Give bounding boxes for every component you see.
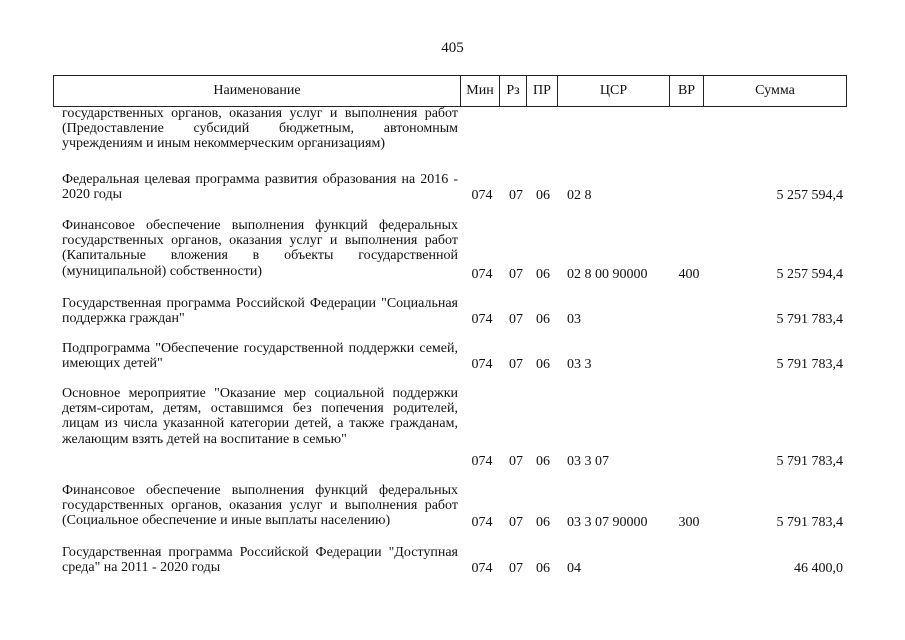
row-vr: 400 bbox=[678, 267, 700, 282]
row-sum: 5 257 594,4 bbox=[776, 188, 843, 203]
row-name: Федеральная целевая программа развития образования на 2016 - 2020 годы bbox=[62, 172, 458, 203]
row-min: 074 bbox=[471, 515, 493, 530]
row-sum: 5 791 783,4 bbox=[776, 357, 843, 372]
row-pr: 06 bbox=[536, 515, 550, 530]
row-sum: 5 791 783,4 bbox=[776, 454, 843, 469]
row-sum: 46 400,0 bbox=[794, 561, 843, 576]
header-rz: Рз bbox=[500, 76, 527, 106]
row-csr: 03 3 07 90000 bbox=[567, 515, 648, 530]
row-name: Финансовое обеспечение выполнения функций федеральных государственных органов, оказания услуг и выполнения работ (Капитальные вложения в объекты государственной (муниципальной) собственности) bbox=[62, 218, 458, 279]
header-min: Мин bbox=[461, 76, 500, 106]
row-sum: 5 791 783,4 bbox=[776, 312, 843, 327]
row-vr: 300 bbox=[678, 515, 700, 530]
row-min: 074 bbox=[471, 454, 493, 469]
row-csr: 02 8 00 90000 bbox=[567, 267, 648, 282]
row-rz: 07 bbox=[509, 454, 523, 469]
row-csr: 03 3 bbox=[567, 357, 592, 372]
row-min: 074 bbox=[471, 561, 493, 576]
row-pr: 06 bbox=[536, 454, 550, 469]
row-min: 074 bbox=[471, 267, 493, 282]
table-header bbox=[53, 75, 847, 107]
row-csr: 04 bbox=[567, 561, 581, 576]
row-min: 074 bbox=[471, 357, 493, 372]
row-csr: 02 8 bbox=[567, 188, 592, 203]
row-pr: 06 bbox=[536, 561, 550, 576]
row-rz: 07 bbox=[509, 267, 523, 282]
row-pr: 06 bbox=[536, 188, 550, 203]
row-pr: 06 bbox=[536, 357, 550, 372]
row-rz: 07 bbox=[509, 561, 523, 576]
row-rz: 07 bbox=[509, 515, 523, 530]
row-rz: 07 bbox=[509, 357, 523, 372]
row-rz: 07 bbox=[509, 188, 523, 203]
row-sum: 5 791 783,4 bbox=[776, 515, 843, 530]
row-name: Основное мероприятие "Оказание мер социальной поддержки детям-сиротам, детям, оставшимся без попечения родителей, лицам из числа указанной категории детей, а также гражданам, желающим взять детей на воспитание в семью" bbox=[62, 386, 458, 447]
row-name: Подпрограмма "Обеспечение государственной поддержки семей, имеющих детей" bbox=[62, 341, 458, 372]
row-min: 074 bbox=[471, 188, 493, 203]
header-pr: ПР bbox=[527, 76, 558, 106]
page-number: 405 bbox=[441, 40, 464, 56]
header-sum: Сумма bbox=[755, 83, 795, 98]
row-csr: 03 bbox=[567, 312, 581, 327]
row-csr: 03 3 07 bbox=[567, 454, 609, 469]
row-name: Государственная программа Российской Федерации "Социальная поддержка граждан" bbox=[62, 296, 458, 327]
row-pr: 06 bbox=[536, 312, 550, 327]
row-rz: 07 bbox=[509, 312, 523, 327]
row-sum: 5 257 594,4 bbox=[776, 267, 843, 282]
header-vr: ВР bbox=[670, 76, 704, 106]
row-name: государственных органов, оказания услуг и выполнения работ (Предоставление субсидий бюджетным, автономным учреждениям и иным некоммерческим организациям) bbox=[62, 106, 458, 152]
header-csr: ЦСР bbox=[558, 76, 670, 106]
row-min: 074 bbox=[471, 312, 493, 327]
row-name: Финансовое обеспечение выполнения функций федеральных государственных органов, оказания услуг и выполнения работ (Социальное обеспечение и иные выплаты населению) bbox=[62, 483, 458, 529]
header-name: Наименование bbox=[54, 76, 461, 106]
row-name: Государственная программа Российской Федерации "Доступная среда" на 2011 - 2020 годы bbox=[62, 545, 458, 576]
row-pr: 06 bbox=[536, 267, 550, 282]
